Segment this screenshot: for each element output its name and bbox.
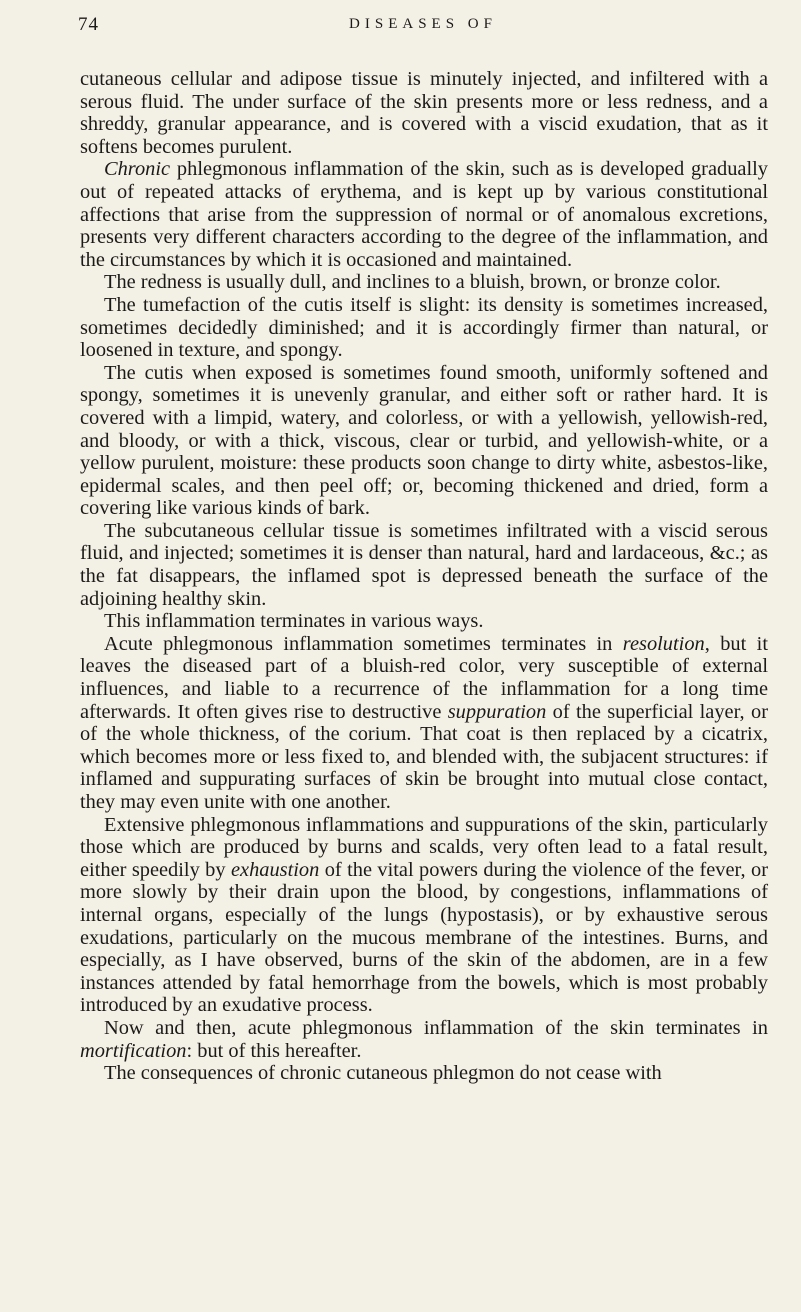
text-run: The redness is usually dull, and inclines to a bluish, brown, or bronze color. <box>104 271 721 294</box>
paragraph <box>80 294 768 362</box>
italic-term: exhaustion <box>230 858 320 881</box>
italic-term: Chronic <box>104 158 171 181</box>
paragraph <box>80 1017 768 1062</box>
paragraph <box>80 362 768 520</box>
text-run: Acute phlegmonous inflammation sometimes terminates in <box>104 632 623 655</box>
text-run: of the vital powers during the violence of the fever, or more slowly by their drain upon the blood, by congestions, inflammations of internal organs, especially of the lungs (hypostasis), or by exhaustive serous exudations, particularly on the mucous membrane of the intestines. Burns, and especially, as I have observed, burns of the skin of the abdomen, are in a few instances attended by fatal hemorrhage from the bowels, which is most probably introduced by an exudative process. <box>80 858 768 1017</box>
text-run: of the superficial layer, or of the whole thickness, of the corium. That coat is then replaced by a cicatrix, which becomes more or less fixed to, and blended with, the subjacent structures: if inflamed and suppurating surfaces of skin be brought into mutual close contact, they may even unite with one another. <box>80 700 768 813</box>
page-number: 74 <box>78 14 99 35</box>
text-run: The cutis when exposed is sometimes found smooth, uniformly softened and spongy, sometimes it is unevenly granular, and either soft or rather hard. It is covered with a limpid, watery, and colorless, or with a yellowish, yellowish-red, and bloody, or with a thick, viscous, clear or turbid, and yellowish-white, or a yellow purulent, moisture: these products soon change to dirty white, asbestos-like, epidermal scales, and then peel off; or, becoming thickened and dried, form a covering like various kinds of bark. <box>80 361 768 520</box>
paragraph <box>80 520 768 610</box>
paragraph <box>80 814 768 1017</box>
paragraph <box>80 158 768 271</box>
running-head <box>78 14 768 44</box>
paragraph <box>80 633 768 814</box>
paragraph <box>80 1062 768 1085</box>
text-run: phlegmonous inflammation of the skin, such as is developed gradually out of repeated attacks of erythema, and is kept up by various constitutional affections that arise from the suppression of normal or of anomalous excretions, presents very different characters according to the degree of the inflammation, and the circumstances by which it is occasioned and maintained. <box>80 158 768 271</box>
italic-term: suppuration <box>447 700 547 723</box>
text-run: : but of this hereafter. <box>186 1039 362 1062</box>
italic-term: resolution <box>622 632 705 655</box>
paragraph <box>80 68 768 158</box>
running-title: DISEASES OF <box>349 16 497 32</box>
italic-term: mortification <box>80 1039 187 1062</box>
paragraph <box>80 271 768 294</box>
text-run: This inflammation terminates in various ways. <box>104 610 484 633</box>
text-run: Extensive phlegmonous inflammations and suppurations of the skin, particularly those which are produced by burns and scalds, very often lead to a fatal result, either speedily by <box>80 813 768 881</box>
text-run: , but it leaves the diseased part of a bluish-red color, very susceptible of external influences, and liable to a recurrence of the inflammation for a long time afterwards. It often gives rise to destructive <box>80 632 768 723</box>
text-run: The subcutaneous cellular tissue is sometimes infiltrated with a viscid serous fluid, and injected; sometimes it is denser than natural, hard and lardaceous, &c.; as the fat disappears, the inflamed spot is depressed beneath the surface of the adjoining healthy skin. <box>80 519 768 610</box>
text-run: cutaneous cellular and adipose tissue is minutely injected, and infiltered with a serous fluid. The under surface of the skin presents more or less redness, and a shreddy, granular appearance, and is covered with a viscid exudation, that as it softens becomes purulent. <box>80 68 768 158</box>
text-run: Now and then, acute phlegmonous inflammation of the skin terminates in <box>104 1016 768 1039</box>
text-run: The tumefaction of the cutis itself is slight: its density is sometimes increased, sometimes decidedly diminished; and it is accordingly firmer than natural, or loosened in texture, and spongy. <box>80 293 768 362</box>
body-text <box>80 68 768 1085</box>
paragraph <box>80 610 768 633</box>
text-run: The consequences of chronic cutaneous phlegmon do not cease with <box>104 1062 662 1085</box>
